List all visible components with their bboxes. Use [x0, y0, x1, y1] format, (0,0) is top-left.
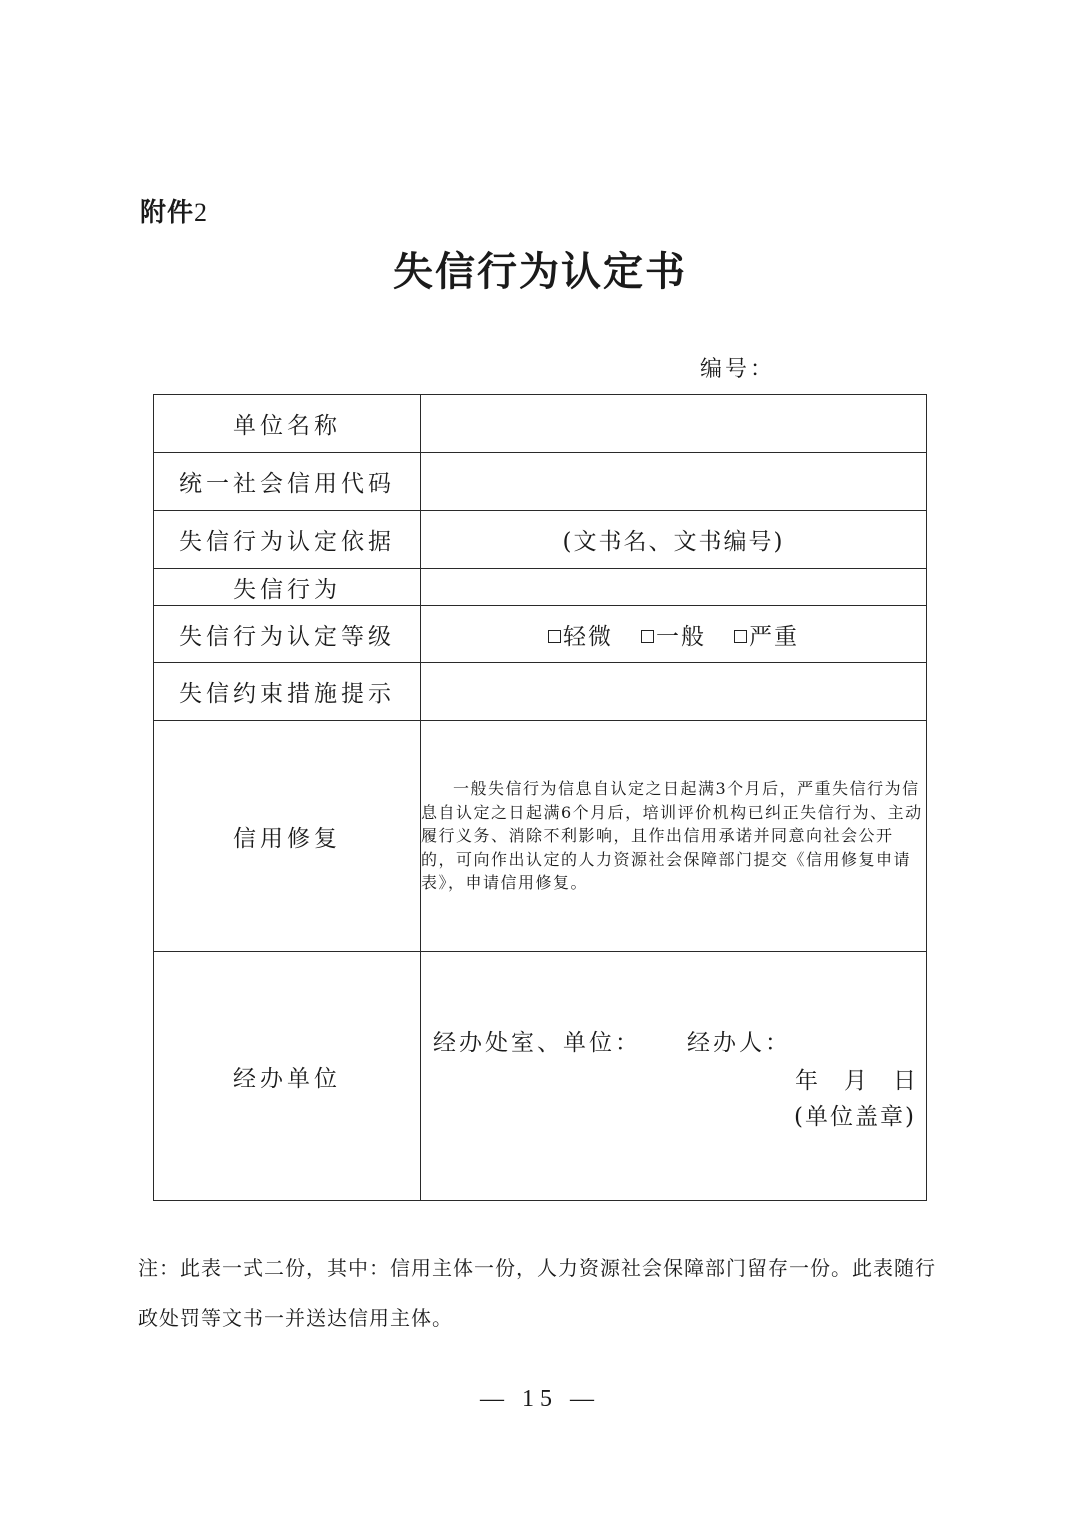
row-unit-name	[154, 395, 927, 453]
level-option-serious[interactable]	[734, 618, 799, 651]
unit-name-field[interactable]	[421, 395, 927, 453]
row-basis	[154, 511, 927, 569]
date-year: 年	[795, 1068, 818, 1094]
level-option-minor[interactable]	[548, 618, 613, 651]
handling-date	[769, 1062, 916, 1095]
checkbox-icon[interactable]	[548, 630, 561, 643]
level-option-label: 严重	[749, 623, 799, 650]
behavior-field[interactable]	[421, 569, 927, 606]
level-option-general[interactable]	[641, 618, 706, 651]
behavior-label: 失信行为	[154, 569, 421, 606]
checkbox-icon[interactable]	[734, 630, 747, 643]
handling-person-label: 经办人：	[687, 1030, 791, 1056]
date-month: 月	[844, 1068, 867, 1094]
footnote: 注：此表一式二份，其中：信用主体一份，人力资源社会保障部门留存一份。此表随行政处罚等文书一并送达信用主体。	[138, 1256, 936, 1330]
row-behavior	[154, 569, 927, 606]
repair-text: 一般失信行为信息自认定之日起满3个月后，严重失信行为信息自认定之日起满6个月后，培训评价机构已纠正失信行为、主动履行义务、消除不利影响，且作出信用承诺并同意向社会公开的，可向作出认定的人力资源社会保障部门提交《信用修复申请表》，申请信用修复。	[421, 779, 923, 893]
level-option-label: 轻微	[563, 623, 613, 650]
unit-name-label: 单位名称	[154, 395, 421, 453]
determination-form	[153, 394, 927, 1201]
repair-text-cell	[421, 721, 927, 952]
attachment-number: 2	[194, 198, 209, 227]
constraint-field[interactable]	[421, 663, 927, 721]
handling-office-label: 经办处室、单位：	[433, 1030, 641, 1056]
level-option-label: 一般	[656, 623, 706, 650]
attachment-text: 附件	[140, 198, 195, 228]
row-credit-code	[154, 453, 927, 511]
checkbox-icon[interactable]	[641, 630, 654, 643]
row-level	[154, 606, 927, 663]
credit-code-label: 统一社会信用代码	[154, 453, 421, 511]
level-label: 失信行为认定等级	[154, 606, 421, 663]
basis-label: 失信行为认定依据	[154, 511, 421, 569]
handling-label: 经办单位	[154, 952, 421, 1201]
seal-label: (单位盖章)	[794, 1104, 916, 1130]
repair-label: 信用修复	[154, 721, 421, 952]
level-options	[421, 606, 927, 663]
page-number: — 15 —	[480, 1386, 600, 1412]
row-handling	[154, 952, 927, 1201]
page-title: 失信行为认定书	[393, 249, 687, 295]
date-day: 日	[893, 1068, 916, 1094]
constraint-label: 失信约束措施提示	[154, 663, 421, 721]
row-constraint	[154, 663, 927, 721]
attachment-label	[140, 192, 208, 229]
basis-value: (文书名、文书编号)	[421, 511, 927, 569]
row-repair	[154, 721, 927, 952]
credit-code-field[interactable]	[421, 453, 927, 511]
document-number-label: 编号：	[700, 357, 776, 382]
handling-cell	[421, 952, 927, 1201]
